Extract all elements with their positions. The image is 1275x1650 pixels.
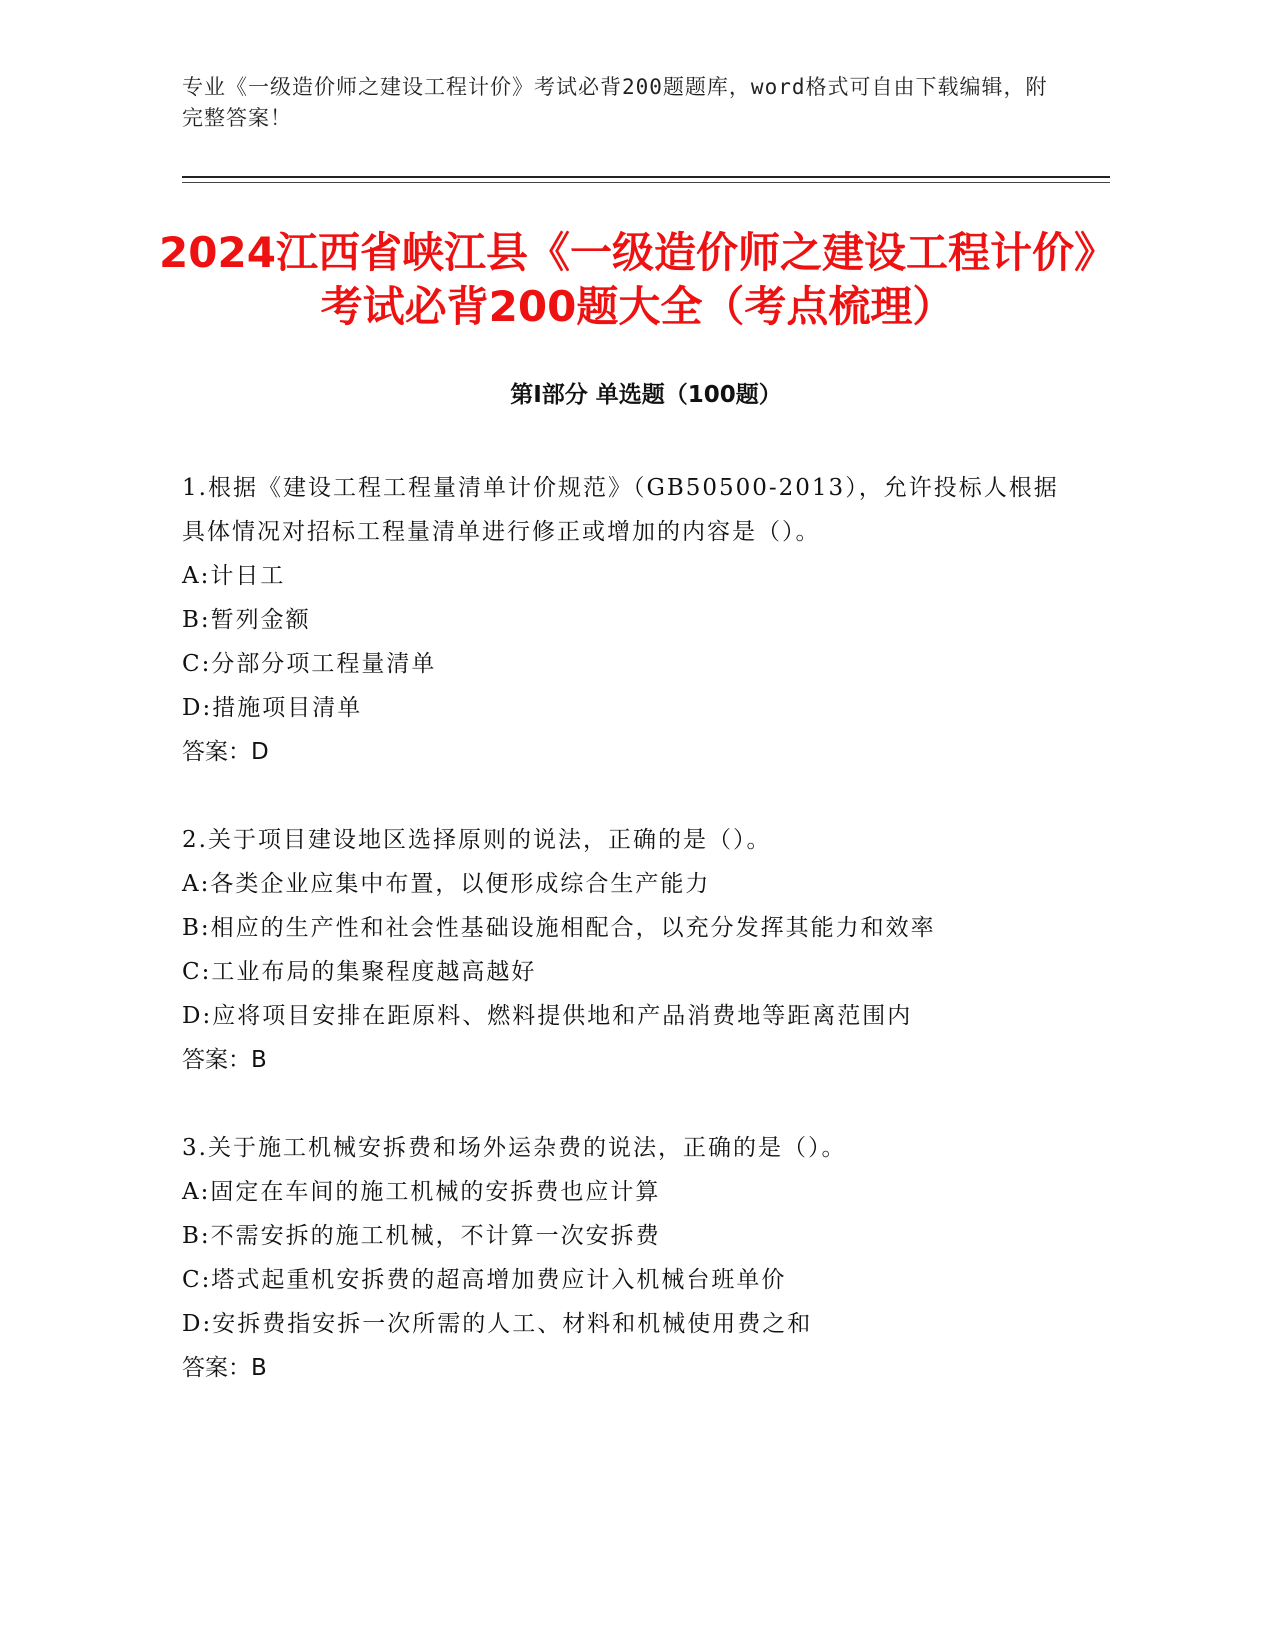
option-c: C:工业布局的集聚程度越高越好 (182, 959, 537, 985)
option-d: D:措施项目清单 (182, 695, 363, 721)
option-b: B:相应的生产性和社会性基础设施相配合，以充分发挥其能力和效率 (182, 915, 936, 941)
question-stem: 2.关于项目建设地区选择原则的说法，正确的是（）。 (182, 827, 772, 853)
option-c: C:分部分项工程量清单 (182, 651, 437, 677)
option-a: A:计日工 (182, 563, 286, 589)
header-divider-thick (182, 176, 1110, 178)
header-note: 专业《一级造价师之建设工程计价》考试必背200题题库，word格式可自由下载编辑，附完整答案！ (182, 75, 1048, 130)
question-1 (182, 466, 1062, 774)
answer: 答案：D (182, 739, 269, 765)
answer: 答案：B (182, 1047, 267, 1073)
option-b: B:不需安拆的施工机械，不计算一次安拆费 (182, 1223, 661, 1249)
question-3 (182, 1126, 1062, 1390)
option-a: A:固定在车间的施工机械的安拆费也应计算 (182, 1179, 661, 1205)
header-divider-thin (182, 182, 1110, 183)
option-c: C:塔式起重机安拆费的超高增加费应计入机械台班单价 (182, 1267, 787, 1293)
question-list (182, 466, 1062, 1434)
answer: 答案：B (182, 1355, 267, 1381)
document-title: 2024江西省峡江县《一级造价师之建设工程计价》考试必背200题大全（考点梳理） (159, 228, 1116, 331)
option-a: A:各类企业应集中布置，以便形成综合生产能力 (182, 871, 711, 897)
section-heading: 第I部分 单选题（100题） (510, 382, 782, 408)
question-2 (182, 818, 1062, 1082)
option-d: D:安拆费指安拆一次所需的人工、材料和机械使用费之和 (182, 1311, 813, 1337)
option-d: D:应将项目安排在距原料、燃料提供地和产品消费地等距离范围内 (182, 1003, 913, 1029)
option-b: B:暂列金额 (182, 607, 311, 633)
question-stem: 3.关于施工机械安拆费和场外运杂费的说法，正确的是（）。 (182, 1135, 847, 1161)
question-stem: 1.根据《建设工程工程量清单计价规范》（GB50500-2013），允许投标人根据具体情况对招标工程量清单进行修正或增加的内容是（）。 (182, 475, 1059, 545)
